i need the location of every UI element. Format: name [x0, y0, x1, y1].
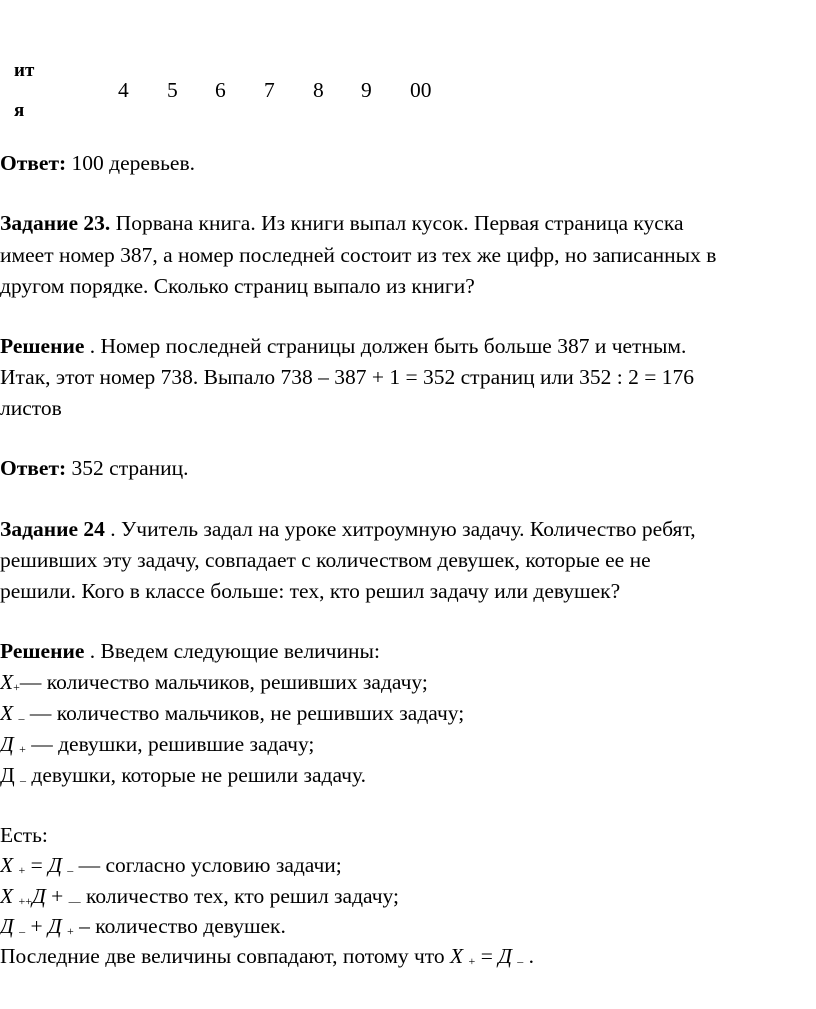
definition-text: — количество мальчиков, решивших задачу; [19, 670, 428, 694]
variable: Д [0, 763, 15, 787]
table-number: 9 [361, 78, 372, 102]
solution-23-line-1 [0, 331, 686, 361]
answer-label: Ответ: [0, 456, 67, 480]
variable: X [0, 853, 14, 877]
subscript: + [67, 924, 74, 938]
subscript: + [18, 863, 26, 877]
task-24-line-3: решили. Кого в классе больше: тех, кто решил задачу или девушек? [0, 579, 621, 603]
plus-sign: + [45, 884, 69, 908]
variable: Д [0, 914, 14, 938]
variable: X [0, 670, 14, 694]
task-text: . Учитель задал на уроке хитроумную задачу. Количество ребят, [104, 517, 696, 541]
final-end: . [523, 944, 535, 968]
equation-text: количество тех, кто решил задачу; [80, 884, 399, 908]
variable: Д [498, 944, 512, 968]
task-label: Задание 23. [0, 211, 111, 235]
equals-sign: = [475, 944, 499, 968]
solution-label: Решение [0, 334, 85, 358]
subscript: + [19, 742, 26, 756]
equation-text: — согласно условию задачи; [73, 853, 342, 877]
answer-label: Ответ: [0, 151, 67, 175]
definition-line [0, 760, 366, 793]
subscript: – [18, 711, 25, 725]
solution-23-line-3: листов [0, 396, 62, 420]
definition-text: — девушки, решившие задачу; [25, 732, 315, 756]
task-23-line-2: имеет номер 387, а номер последней состоит из тех же цифр, но записанных в [0, 243, 717, 267]
solution-label: Решение [0, 639, 85, 663]
subscript: – [19, 924, 26, 938]
table-label-top: ит [14, 60, 35, 81]
subscript: — [68, 894, 81, 908]
subscript: – [517, 954, 524, 968]
task-24-line-2: решивших эту задачу, совпадает с количеством девушек, которые ее не [0, 548, 651, 572]
task-text: Порвана книга. Из книги выпал кусок. Первая страница куска [110, 211, 684, 235]
task-label: Задание 24 [0, 517, 105, 541]
variable: X [450, 944, 464, 968]
equals-sign: = [25, 853, 49, 877]
task-23-line-3: другом порядке. Сколько страниц выпало из книги? [0, 274, 475, 298]
variable: Д [32, 884, 46, 908]
subscript: + [468, 954, 476, 968]
definition-line [0, 729, 314, 762]
table-number: 00 [410, 78, 432, 102]
est-label: Есть: [0, 823, 48, 847]
answer-23 [0, 453, 189, 483]
solution-text: . Номер последней страницы должен быть больше 387 и четным. [84, 334, 687, 358]
table-number: 8 [313, 78, 324, 102]
equation-2 [0, 881, 399, 914]
task-23-line-1 [0, 208, 684, 238]
table-number: 6 [215, 78, 226, 102]
definition-text: — количество мальчиков, не решивших задачу; [24, 701, 465, 725]
definition-line [0, 698, 464, 731]
task-24-line-1 [0, 514, 696, 544]
subscript: – [20, 773, 27, 787]
table-label-bottom: я [14, 100, 25, 121]
subscript: + [13, 680, 20, 694]
answer-text: 100 деревьев. [66, 151, 195, 175]
equation-3 [0, 911, 286, 944]
variable: X [0, 701, 14, 725]
subscript: ++ [18, 894, 33, 908]
solution-24-intro [0, 636, 380, 666]
final-line [0, 941, 534, 974]
subscript: – [67, 863, 74, 877]
variable: Д [0, 732, 14, 756]
definition-line [0, 667, 428, 700]
variable: X [0, 884, 14, 908]
variable: Д [47, 914, 62, 938]
table-number: 5 [167, 78, 178, 102]
definition-text: девушки, которые не решили задачу. [26, 763, 366, 787]
solution-23-line-2: Итак, этот номер 738. Выпало 738 – 387 + 1 = 352 страниц или 352 : 2 = 176 [0, 365, 694, 389]
equation-text: – количество девушек. [73, 914, 286, 938]
table-number: 7 [264, 78, 275, 102]
equation-1 [0, 850, 342, 883]
answer-22 [0, 148, 195, 178]
solution-text: . Введем следующие величины: [84, 639, 380, 663]
answer-text: 352 страниц. [66, 456, 189, 480]
variable: Д [48, 853, 62, 877]
table-number: 4 [118, 78, 129, 102]
plus-sign: + [25, 914, 48, 938]
final-text: Последние две величины совпадают, потому что [0, 944, 451, 968]
